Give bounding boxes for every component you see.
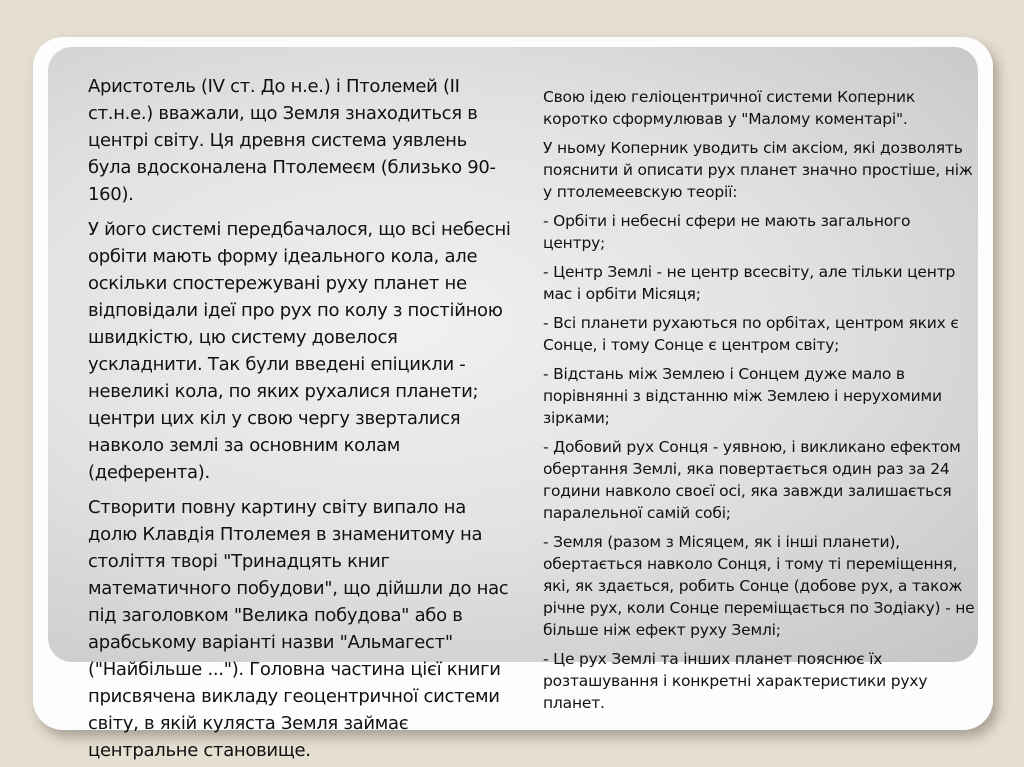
paragraph-seven-axioms: У ньому Коперник уводить сім аксіом, які дозволять пояснити й описати рух планет значно простіше, ніж у птолемеевскую теорії:: [543, 139, 973, 201]
right-column: [543, 86, 975, 721]
axiom-item: - Добовий рух Сонця - уявною, і викликано ефектом обертання Землі, яка повертається один раз за 24 години навколо своєї осі, яка завжди залишається паралельної самій собі;: [543, 438, 961, 522]
paragraph-epicycles: У його системі передбачалося, що всі небесні орбіти мають форму ідеального кола, але оскільки спостережувані руху планет не відповідали ідеї про рух по колу з постійною швидкістю, цю систему довелося ускладнити. Так були введені епіцикли - невеликі кола, по яких рухалися планети; центри цих кіл у свою чергу зверталися навколо землі за основним колам (деферента).: [88, 219, 511, 483]
axiom-item: - Всі планети рухаються по орбітах, центром яких є Сонце, і тому Сонце є центром світу;: [543, 314, 959, 354]
axiom-item: - Відстань між Землею і Сонцем дуже мало в порівнянні з відстанню між Землею і нерухомими зірками;: [543, 365, 942, 427]
axiom-item: - Орбіти і небесні сфери не мають загального центру;: [543, 212, 911, 252]
axiom-item: - Це рух Землі та інших планет пояснює їх розташування і конкретні характеристики руху планет.: [543, 650, 928, 712]
axiom-item: - Центр Землі - не центр всесвіту, але тільки центр мас і орбіти Місяця;: [543, 263, 956, 303]
paragraph-copernicus-intro: Свою ідею геліоцентричної системи Коперник коротко сформулював у "Малому коментарі".: [543, 88, 916, 128]
left-column: [88, 73, 512, 767]
axiom-item: - Земля (разом з Місяцем, як і інші планети), обертається навколо Сонця, і тому ті переміщення, які, як здається, робить Сонце (добове рух, а також річне рух, коли Сонце переміщається по Зодіаку) - не більше ніж ефект руху Землі;: [543, 533, 975, 639]
paragraph-almagest: Створити повну картину світу випало на долю Клавдія Птолемея в знаменитому на століття творі "Тринадцять книг математичного побудови", що дійшли до нас під заголовком "Велика побудова" або в арабському варіанті назви "Альмагест" ("Найбільше ..."). Головна частина цієї книги присвячена викладу геоцентричної системи світу, в якій куляста Земля займає центральне становище.: [88, 497, 509, 761]
slide-card: [33, 37, 993, 761]
paragraph-aristotle-ptolemy: Аристотель (IV ст. До н.е.) і Птолемей (II ст.н.е.) вважали, що Земля знаходиться в центрі світу. Ця древня система уявлень була вдосконалена Птолемеєм (близько 90-160).: [88, 76, 496, 205]
